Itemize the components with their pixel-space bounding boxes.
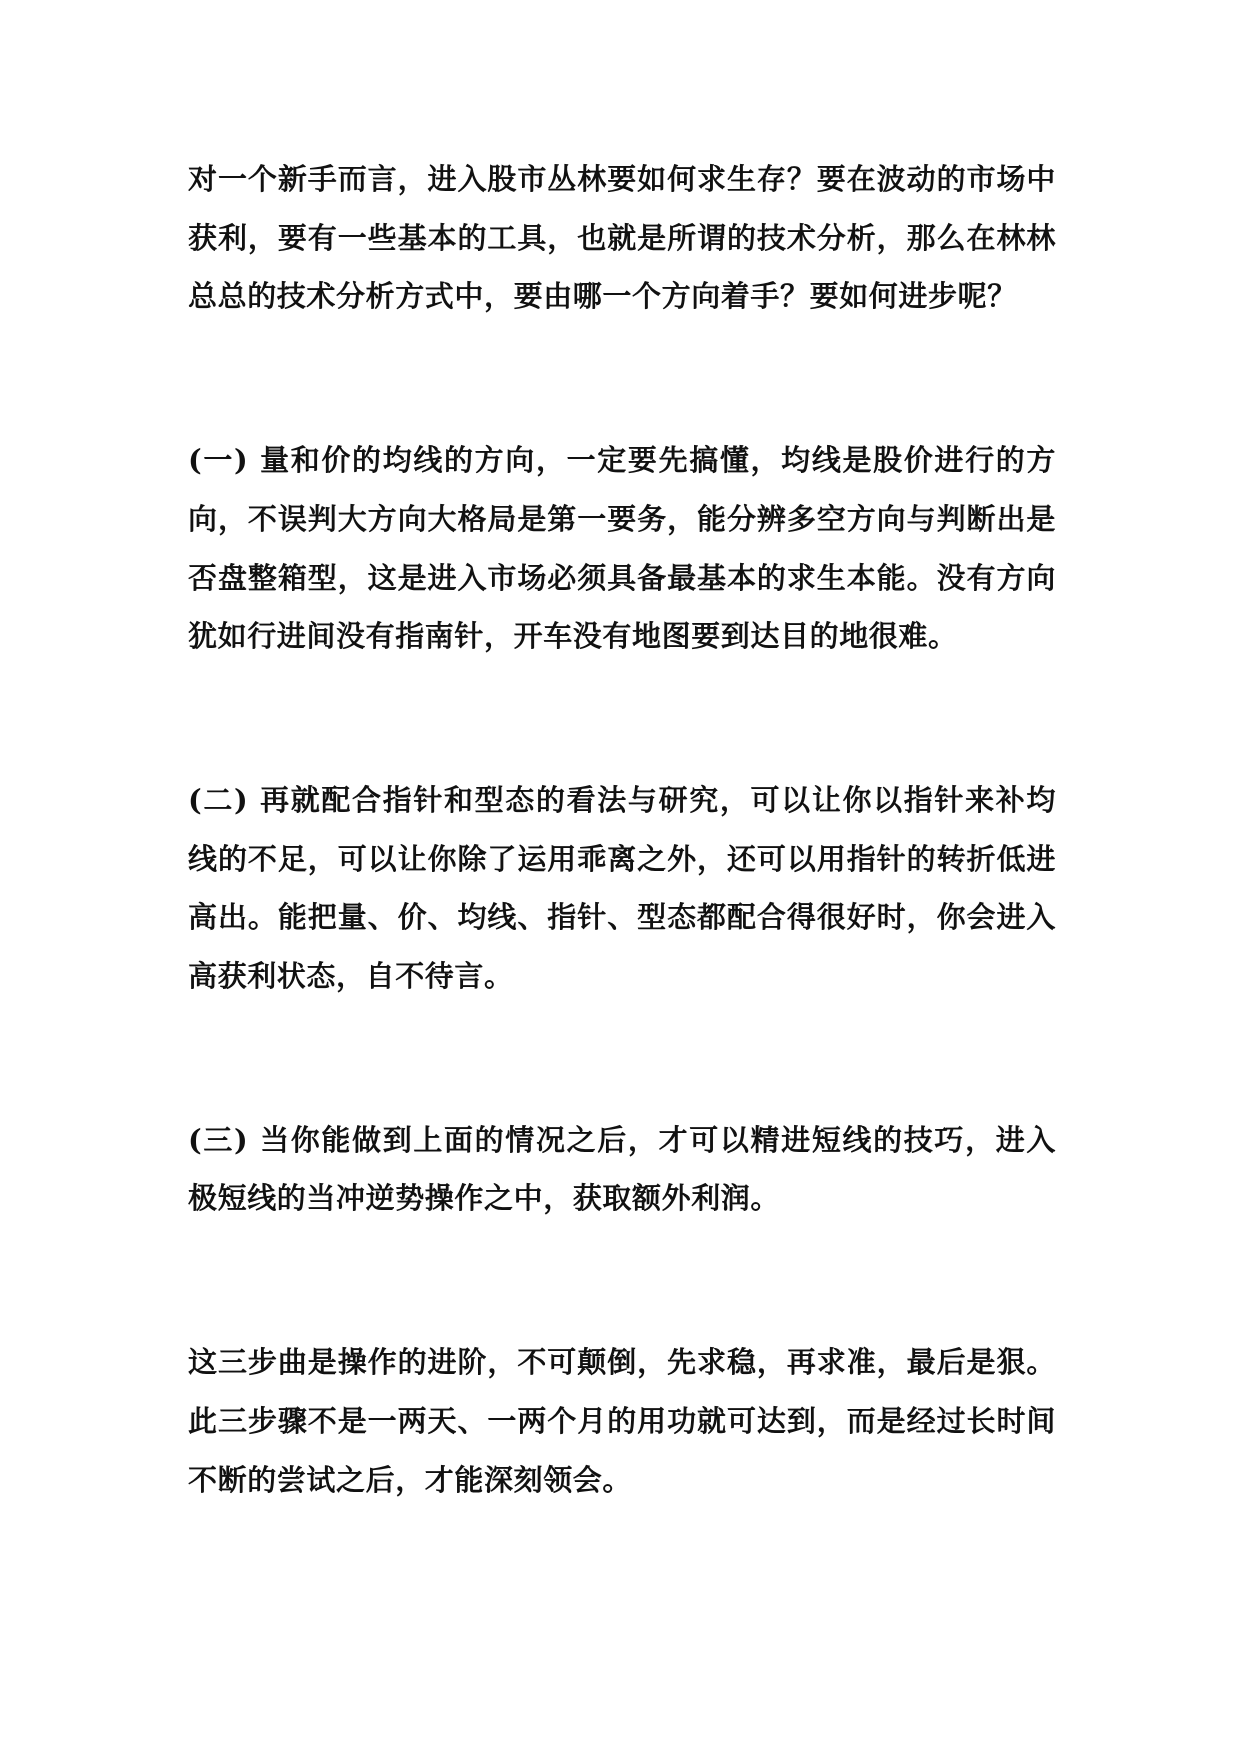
paragraph-conclusion: 这三步曲是操作的进阶，不可颠倒，先求稳，再求准，最后是狠。此三步骤不是一两天、一两个月的用功就可达到，而是经过长时间不断的尝试之后，才能深刻领会。 <box>188 1345 1056 1497</box>
paragraph-spacer <box>188 1228 1056 1333</box>
paragraph-spacer <box>188 1006 1056 1111</box>
document-body <box>188 150 1056 1509</box>
paragraph-step-two: (二) 再就配合指针和型态的看法与研究，可以让你以指针来补均线的不足，可以让你除了运用乖离之外，还可以用指针的转折低进高出。能把量、价、均线、指针、型态都配合得很好时，你会进入高获利状态，自不待言。 <box>188 782 1056 994</box>
paragraph-step-one: (一) 量和价的均线的方向，一定要先搞懂，均线是股价进行的方向，不误判大方向大格局是第一要务，能分辨多空方向与判断出是否盘整箱型，这是进入市场必须具备最基本的求生本能。没有方向犹如行进间没有指南针，开车没有地图要到达目的地很难。 <box>188 443 1056 654</box>
paragraph-spacer <box>188 326 1056 431</box>
paragraph-step-three: (三) 当你能做到上面的情况之后，才可以精进短线的技巧，进入极短线的当冲逆势操作之中，获取额外利润。 <box>188 1122 1056 1216</box>
paragraph-intro: 对一个新手而言，进入股市丛林要如何求生存？要在波动的市场中获利，要有一些基本的工具，也就是所谓的技术分析，那么在林林总总的技术分析方式中，要由哪一个方向着手？要如何进步呢？ <box>188 162 1056 314</box>
paragraph-spacer <box>188 666 1056 771</box>
